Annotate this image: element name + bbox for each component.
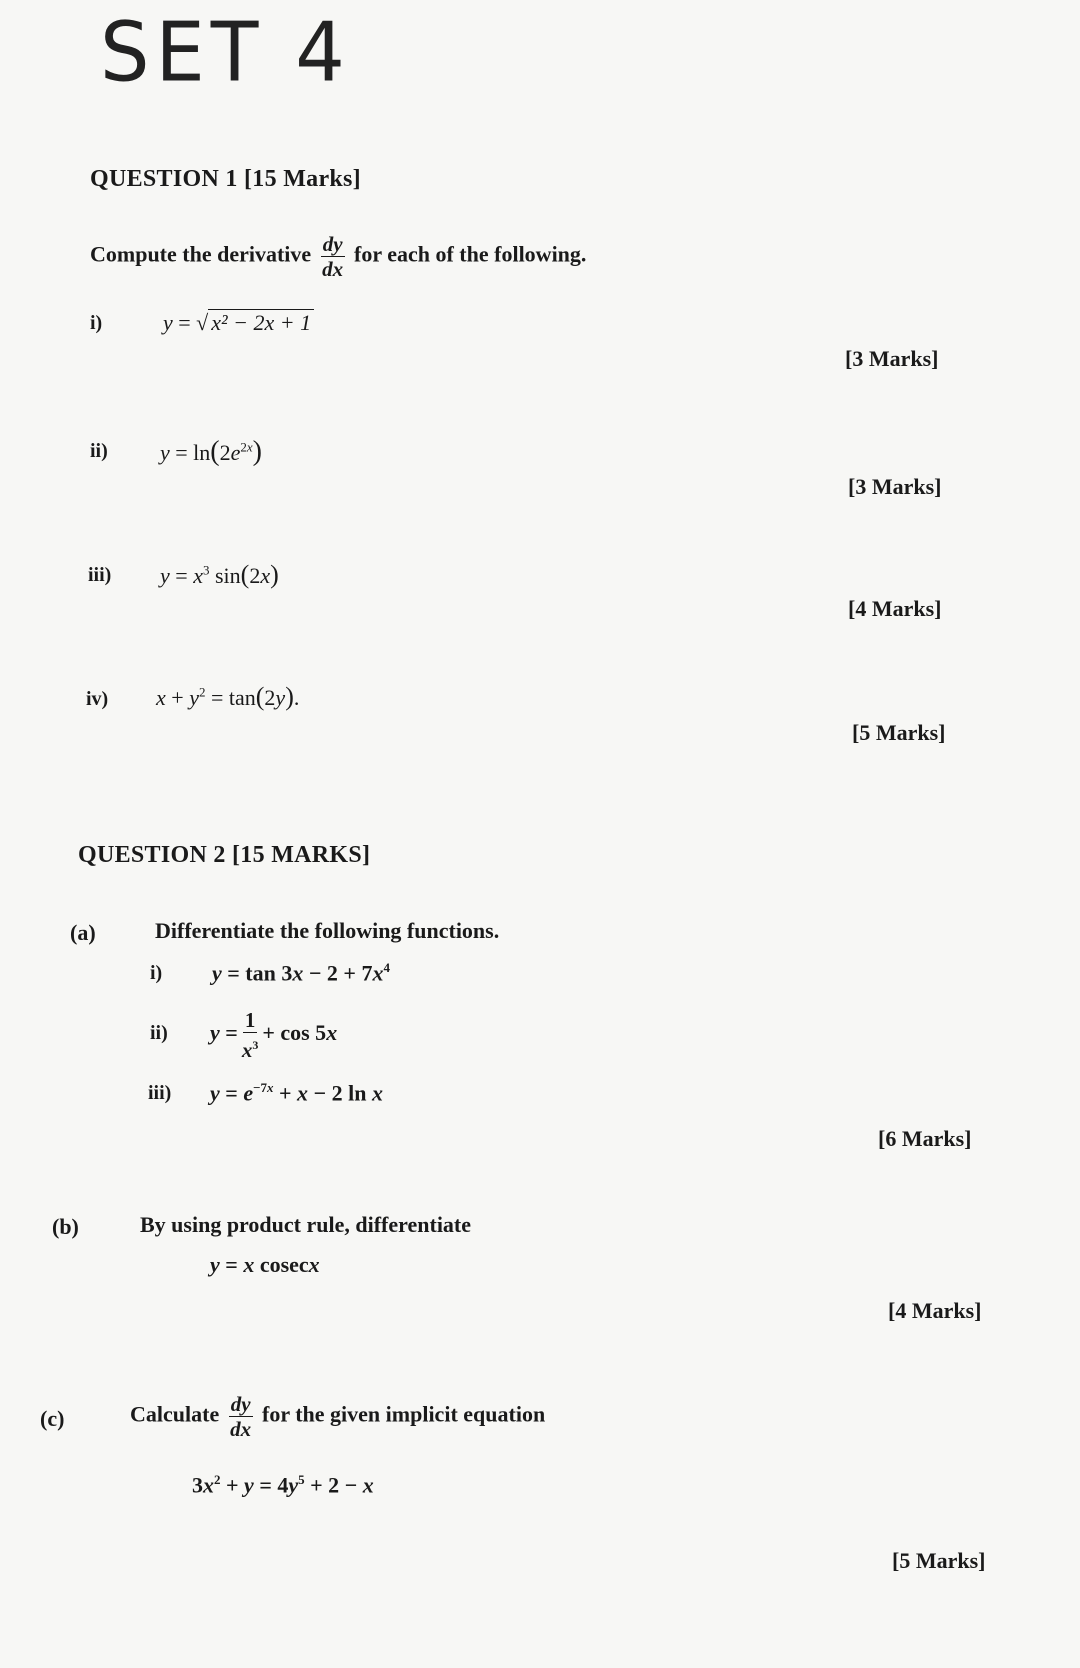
- dy-dx-fraction: [321, 232, 345, 281]
- q2-c-frac-top: dy: [230, 1392, 251, 1416]
- q2-a-item-label-ii: ii): [150, 1022, 168, 1044]
- question-1-heading: QUESTION 1 [15 Marks]: [90, 166, 361, 192]
- q1-part-label-iii: iii): [88, 564, 112, 586]
- q2-b-equation: y = x cosecx: [210, 1252, 320, 1277]
- q2-b-marks: [4 Marks]: [888, 1298, 982, 1323]
- q1-part-label-iv: iv): [86, 688, 109, 710]
- q2-c-frac-bottom: dx: [230, 1417, 252, 1441]
- set-title: SET 4: [100, 5, 351, 101]
- q2-a-item-label-iii: iii): [148, 1082, 172, 1104]
- q1-part-label-i: i): [90, 312, 103, 334]
- q1-part-label-ii: ii): [90, 440, 108, 462]
- frac-bottom: dx: [322, 257, 344, 281]
- q2-b-text: By using product rule, differentiate: [140, 1212, 472, 1237]
- q1-equation-iv: $x + y^2 = \tan(2y)$.: [156, 682, 300, 711]
- q2-a-marks: [6 Marks]: [878, 1126, 972, 1151]
- q2-c-label: (c): [40, 1406, 65, 1431]
- q2-c-suffix: for the given implicit equation: [262, 1401, 546, 1427]
- q1-equation-iii: $y = x^3$ sin(2x): [160, 560, 279, 589]
- q1-marks-ii: [3 Marks]: [848, 474, 942, 499]
- q2-a-item-label-i: i): [150, 962, 163, 984]
- q2-a-equation-i: $y = \tan 3x - 2 + 7x^4$: [212, 960, 390, 986]
- q2-c-prefix: Calculate: [130, 1401, 220, 1427]
- q2-c-dy-dx-fraction: [229, 1392, 253, 1441]
- q2-a-label: (a): [70, 920, 96, 945]
- frac-top: dy: [322, 232, 343, 256]
- q2-c-marks: [5 Marks]: [892, 1548, 986, 1573]
- q1-equation-ii: $y = \ln(2e^{2x})$: [160, 436, 262, 467]
- q2-a-equation-ii: y = $\frac{1}{x^3}$ + cos 5x: [210, 1008, 338, 1062]
- intro-prefix: Compute the derivative: [90, 241, 312, 267]
- question-2-heading: QUESTION 2 [15 MARKS]: [78, 842, 371, 868]
- q2-c-equation: $3x^2 + y = 4y^5 + 2 - x$: [192, 1472, 374, 1498]
- intro-suffix: for each of the following.: [354, 241, 587, 267]
- q1-marks-iv: [5 Marks]: [852, 720, 946, 745]
- question-1-intro: [90, 232, 586, 281]
- q2-c-text: [130, 1392, 545, 1441]
- q1-marks-iii: [4 Marks]: [848, 596, 942, 621]
- q1-marks-i: [3 Marks]: [845, 346, 939, 371]
- q2-b-label: (b): [52, 1214, 79, 1239]
- q2-a-text: Differentiate the following functions.: [155, 918, 500, 943]
- q2-a-equation-iii: $y = e^{-7x} + x - 2$ ln x: [210, 1080, 383, 1106]
- q1-equation-i: y = √ x² − 2x + 1: [163, 310, 314, 336]
